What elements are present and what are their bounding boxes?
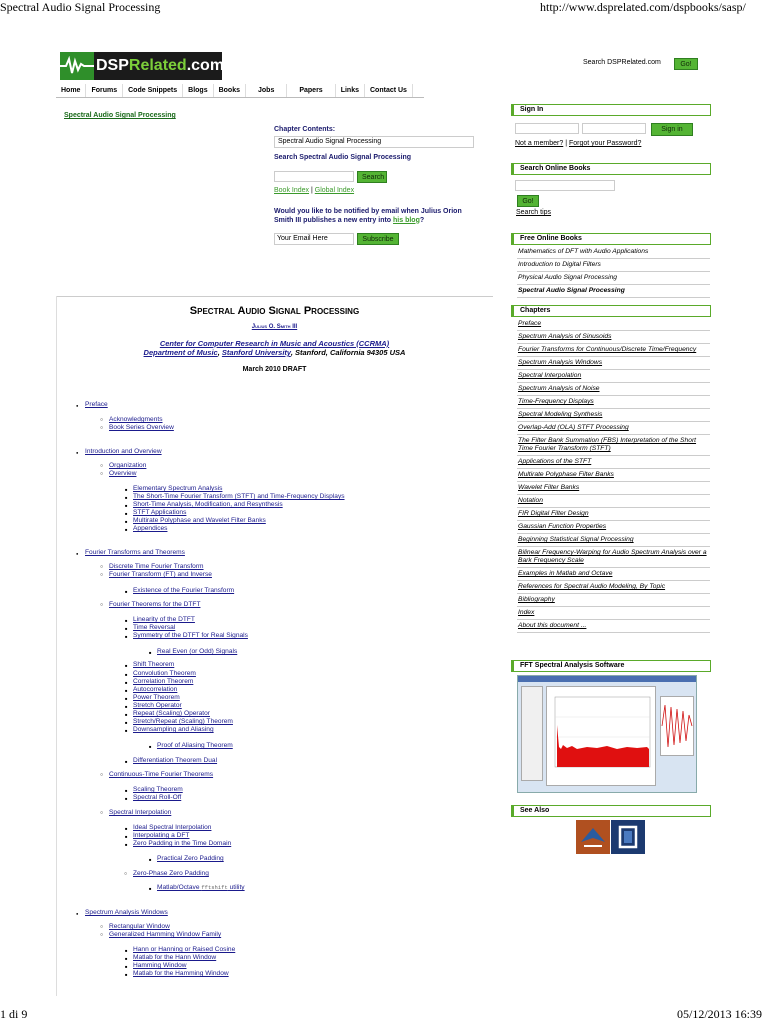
search-tips-link[interactable]: Search tips: [516, 209, 552, 216]
toc-link[interactable]: ■ Existence of the Fourier Transform: [133, 587, 234, 594]
search-books-header: Search Online Books: [511, 163, 711, 175]
toc-link[interactable]: ● Spectrum Analysis Windows: [85, 909, 168, 916]
doc-author: [56, 324, 493, 330]
nav-home[interactable]: Home: [56, 84, 86, 97]
chapter-item[interactable]: Index: [517, 607, 710, 620]
book-index-row: [274, 187, 354, 194]
toc-link[interactable]: ■ Real Even (or Odd) Signals: [157, 648, 237, 655]
chapter-item[interactable]: Spectral Interpolation: [517, 370, 710, 383]
toc-link[interactable]: ■ Autocorrelation: [133, 686, 177, 693]
toc-link[interactable]: ■ Practical Zero Padding: [157, 855, 224, 862]
fft-header: FFT Spectral Analysis Software: [511, 660, 711, 672]
free-books-header: Free Online Books: [511, 233, 711, 245]
search-book-label: Search Spectral Audio Signal Processing: [274, 154, 412, 161]
main-nav: [56, 84, 424, 98]
chapter-item[interactable]: Bibliography: [517, 594, 710, 607]
chapter-item[interactable]: Fourier Transforms for Continuous/Discrete Time/Frequency: [517, 344, 710, 357]
chapters-header: Chapters: [511, 305, 711, 317]
chapter-item[interactable]: The Filter Bank Summation (FBS) Interpretation of the Short Time Fourier Transform (STFT): [517, 435, 710, 456]
toc-link[interactable]: ■ STFT Applications: [133, 509, 186, 516]
author-link[interactable]: Julius O. Smith III: [251, 324, 298, 330]
toc-link[interactable]: ■ Matlab for the Hann Window: [133, 954, 216, 961]
chapter-select[interactable]: Spectral Audio Signal Processing: [274, 136, 474, 148]
toc-link[interactable]: ● Introduction and Overview: [85, 448, 162, 455]
toc-link[interactable]: ■ Differentiation Theorem Dual: [133, 757, 217, 764]
free-book-item[interactable]: Introduction to Digital Filters: [517, 259, 710, 272]
chapter-item[interactable]: Bilinear Frequency-Warping for Audio Spectrum Analysis over a Bark Frequency Scale: [517, 547, 710, 568]
toc-link[interactable]: ○ Zero-Phase Zero Padding: [133, 870, 209, 877]
toc-link[interactable]: ○ Acknowledgments: [109, 416, 163, 423]
signin-separator: |: [565, 140, 568, 147]
toc-link[interactable]: ■ Multirate Polyphase and Wavelet Filter Banks: [133, 517, 266, 524]
chapter-item[interactable]: Spectrum Analysis Windows: [517, 357, 710, 370]
toc-link[interactable]: ■ Power Theorem: [133, 694, 180, 701]
toc-link[interactable]: ○ Fourier Transform (FT) and Inverse: [109, 571, 212, 578]
password-input[interactable]: [582, 123, 646, 134]
notify-text: Would you like to be notified by email when Julius Orion Smith III publishes a new entry into his blog?: [274, 208, 462, 224]
book-cover-image[interactable]: [576, 820, 610, 854]
index-separator: |: [310, 187, 313, 194]
forgot-password-link[interactable]: Forgot your Password?: [568, 140, 642, 147]
toc-link[interactable]: ■ Convolution Theorem: [133, 670, 196, 677]
chapter-item[interactable]: Spectrum Analysis of Sinusoids: [517, 331, 710, 344]
waveform-plot: [660, 696, 694, 756]
username-input[interactable]: [515, 123, 579, 134]
doc-affiliation-2: Department of Music, Stanford University, Stanford, California 94305 USA: [143, 348, 406, 357]
toc-link[interactable]: ■ Zero Padding in the Time Domain: [133, 840, 231, 847]
chapter-item[interactable]: Spectrum Analysis of Noise: [517, 383, 710, 396]
nav-contact-us[interactable]: Contact Us: [365, 84, 413, 97]
music-dept-link[interactable]: Department of Music: [143, 348, 218, 357]
subscribe-button[interactable]: Subscribe: [357, 233, 399, 245]
toc-link[interactable]: ■ Appendices: [133, 525, 167, 532]
search-books-input[interactable]: [515, 180, 615, 191]
toc-link[interactable]: ○ Spectral Interpolation: [109, 809, 171, 816]
site-search-go-button[interactable]: Go!: [674, 58, 698, 70]
chapter-item[interactable]: About this document ...: [517, 620, 710, 633]
toc-link[interactable]: ■ Interpolating a DFT: [133, 832, 189, 839]
toc-link[interactable]: ■ Short-Time Analysis, Modification, and Resynthesis: [133, 501, 283, 508]
print-footer-datetime: 05/12/2013 16:39: [677, 1007, 763, 1021]
doc-draft: March 2010 DRAFT: [242, 366, 307, 373]
toc-link[interactable]: ■ Linearity of the DTFT: [133, 616, 195, 623]
ccrma-link[interactable]: Center for Computer Research in Music and Acoustics (CCRMA): [159, 339, 390, 348]
nav-links[interactable]: Links: [336, 84, 365, 97]
free-book-item-current[interactable]: Spectral Audio Signal Processing: [517, 285, 710, 298]
toc-link[interactable]: ■ Ideal Spectral Interpolation: [133, 824, 211, 831]
toc-link[interactable]: ■ Proof of Aliasing Theorem: [157, 742, 233, 749]
toc-link[interactable]: ○ Overview: [109, 470, 136, 477]
free-books-list: [517, 246, 710, 298]
toc-link[interactable]: ○ Discrete Time Fourier Transform: [109, 563, 204, 570]
signin-links: [515, 140, 641, 147]
toc-link[interactable]: ● Preface: [85, 401, 108, 408]
site-logo[interactable]: [60, 52, 225, 80]
nav-forums[interactable]: Forums: [86, 84, 123, 97]
nav-blogs[interactable]: Blogs: [183, 84, 213, 97]
toc-link[interactable]: ■ Spectral Roll-Off: [133, 794, 181, 801]
toc-link[interactable]: ○ Generalized Hamming Window Family: [109, 931, 221, 938]
chapter-item[interactable]: Applications of the STFT: [517, 456, 710, 469]
his-blog-link[interactable]: his blog: [393, 216, 420, 224]
toc-link[interactable]: ■ Matlab for the Hamming Window: [133, 970, 229, 977]
toc-link[interactable]: ■ Correlation Theorem: [133, 678, 193, 685]
toc-link[interactable]: ○ Rectangular Window: [109, 923, 170, 930]
toc-link[interactable]: ■ The Short-Time Fourier Transform (STFT) and Time-Frequency Displays: [133, 493, 345, 500]
chapter-item[interactable]: Preface: [517, 318, 710, 331]
toc-link[interactable]: ■ Hamming Window: [133, 962, 187, 969]
toc-link[interactable]: ■ Shift Theorem: [133, 661, 174, 668]
side-panel: [521, 686, 543, 781]
nav-code-snippets[interactable]: Code Snippets: [123, 84, 183, 97]
see-also-header: See Also: [511, 805, 711, 817]
toc-link[interactable]: ○ Organization: [109, 462, 146, 469]
nav-jobs[interactable]: Jobs: [246, 84, 287, 97]
toc-link[interactable]: ■ Hann or Hanning or Raised Cosine: [133, 946, 235, 953]
chapter-item[interactable]: Examples in Matlab and Octave: [517, 568, 710, 581]
toc-link[interactable]: ■ Symmetry of the DTFT for Real Signals: [133, 632, 248, 639]
book-cover-image[interactable]: [611, 820, 645, 854]
content-divider: [56, 296, 493, 297]
doc-affiliation-1: [56, 339, 493, 348]
chapter-item[interactable]: FIR Digital Filter Design: [517, 508, 710, 521]
free-book-item[interactable]: Physical Audio Signal Processing: [517, 272, 710, 285]
search-books-go-button[interactable]: Go!: [517, 195, 539, 207]
toc-link[interactable]: ● Fourier Transforms and Theorems: [85, 549, 185, 556]
chapter-item[interactable]: Overlap-Add (OLA) STFT Processing: [517, 422, 710, 435]
content-border: [56, 296, 57, 996]
chapter-item[interactable]: References for Spectral Audio Modeling, By Topic: [517, 581, 710, 594]
toc-link[interactable]: ○ Book Series Overview: [109, 424, 174, 431]
toc-link[interactable]: ■ Stretch Operator: [133, 702, 182, 709]
chapter-item[interactable]: Notation: [517, 495, 710, 508]
toc-link[interactable]: ■ Repeat (Scaling) Operator: [133, 710, 210, 717]
chapter-item[interactable]: Multirate Polyphase Filter Banks: [517, 469, 710, 482]
toc-link[interactable]: ○ Continuous-Time Fourier Theorems: [109, 771, 213, 778]
search-book-input[interactable]: [274, 171, 354, 182]
book-title-link[interactable]: Spectral Audio Signal Processing: [64, 112, 176, 119]
chapter-item[interactable]: Spectral Modeling Synthesis: [517, 409, 710, 422]
toc-link[interactable]: ■ Matlab/Octave fftshift utility: [157, 884, 245, 891]
signin-button[interactable]: Sign in: [651, 123, 693, 136]
chapter-contents-label: Chapter Contents:: [274, 126, 336, 133]
doc-title: Spectral Audio Signal Processing: [189, 305, 360, 317]
toc-link[interactable]: ■ Time Reversal: [133, 624, 175, 631]
nav-books[interactable]: Books: [214, 84, 246, 97]
logo-text: DSPRelated.com: [96, 57, 225, 74]
window-titlebar: [518, 676, 696, 682]
stanford-link[interactable]: Stanford University: [221, 348, 291, 357]
chapter-item[interactable]: Beginning Statistical Signal Processing: [517, 534, 710, 547]
toc-link[interactable]: ■ Downsampling and Aliasing: [133, 726, 214, 733]
fft-software-screenshot[interactable]: [517, 675, 697, 793]
toc-link[interactable]: ■ Scaling Theorem: [133, 786, 183, 793]
chapter-item[interactable]: Time-Frequency Displays: [517, 396, 710, 409]
toc-link[interactable]: ■ Stretch/Repeat (Scaling) Theorem: [133, 718, 233, 725]
toc-link[interactable]: ■ Elementary Spectrum Analysis: [133, 485, 222, 492]
chapters-list: [517, 318, 710, 633]
toc-link[interactable]: ○ Fourier Theorems for the DTFT: [109, 601, 200, 608]
signin-header: Sign In: [511, 104, 711, 116]
spectrum-plot: [546, 686, 656, 786]
print-footer-page: 1 di 9: [0, 1007, 28, 1021]
print-header-title: Spectral Audio Signal Processing: [0, 0, 161, 14]
nav-papers[interactable]: Papers: [287, 84, 335, 97]
free-book-item[interactable]: Mathematics of DFT with Audio Applications: [517, 246, 710, 259]
waveform-icon: [60, 52, 94, 80]
search-book-button[interactable]: Search: [357, 171, 387, 183]
site-search-label: Search DSPRelated.com: [583, 59, 661, 66]
not-member-link[interactable]: Not a member?: [515, 140, 564, 147]
global-index-link[interactable]: Global Index: [314, 187, 355, 194]
book-index-link[interactable]: Book Index: [274, 187, 310, 194]
email-input[interactable]: Your Email Here: [274, 233, 354, 245]
chapter-item[interactable]: Gaussian Function Properties: [517, 521, 710, 534]
print-header-url: http://www.dsprelated.com/dspbooks/sasp/: [540, 0, 746, 14]
chapter-item[interactable]: Wavelet Filter Banks: [517, 482, 710, 495]
